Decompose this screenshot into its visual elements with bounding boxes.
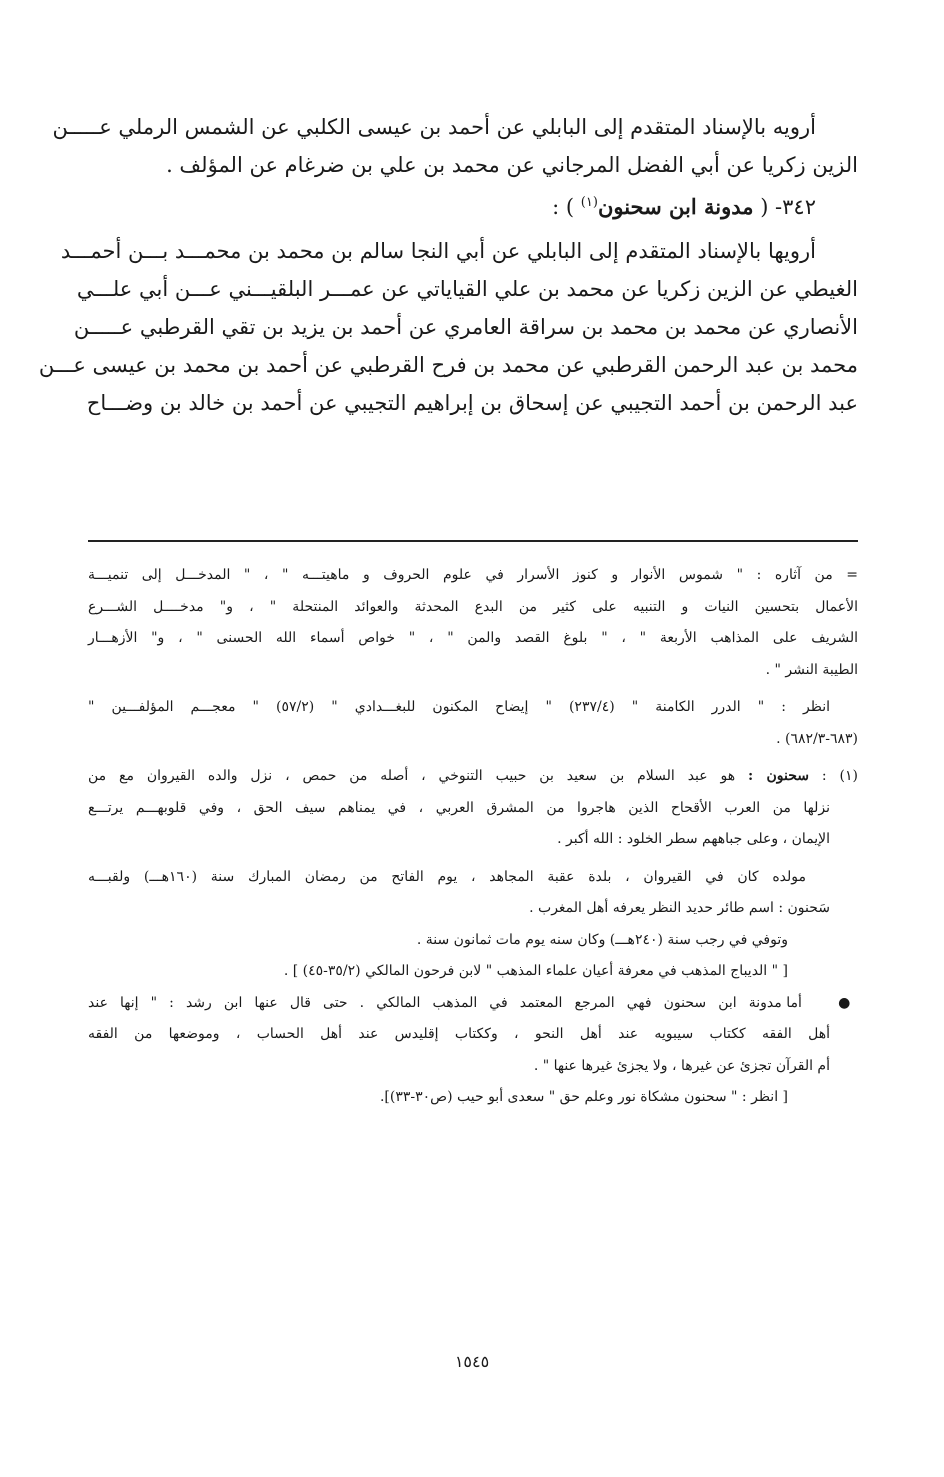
body-line: عبد الرحمن بن أحمد التجيبي عن إسحاق بن إبراهيم التجيبي عن أحمد بن خالد بن وضـــاح: [86, 391, 858, 415]
footnote-1-name: سحنون :: [748, 768, 810, 784]
body-line: الأنصاري عن محمد بن محمد بن سراقة العامري عن أحمد بن يزيد بن تقي القرطبي عـــــن: [73, 315, 858, 339]
body-line: أرويه بالإسناد المتقدم إلى البابلي عن أحمد بن عيسى الكلبي عن الشمس الرملي عـــــن: [52, 115, 816, 139]
entry-number: ٣٤٢- (: [760, 195, 816, 219]
bullet-first-line: [88, 988, 858, 1020]
footnote-separator: [88, 540, 858, 542]
footnote-line: الطيبة النشر " .: [765, 661, 858, 678]
footnote-reference: [ " الديباج المذهب في معرفة أعيان علماء المذهب " لابن فرحون المالكي (٣٥/٢-٤٥) ] .: [283, 963, 788, 979]
entry-title: مدونة ابن سحنون: [597, 194, 754, 219]
bullet-icon: ●: [838, 994, 858, 1011]
entry-heading: [88, 184, 858, 222]
footnote-1-text: هو عبد السلام بن سعيد بن حبيب التنوخي ، أصله من حمص ، نزل والده القيروان مع من: [88, 768, 736, 784]
footnote-line: سَحنون : اسم طائر حديد النظر يعرفه أهل المغرب .: [529, 900, 830, 916]
body-line: الزين زكريا عن أبي الفضل المرجاني عن محمد بن علي بن ضرغام عن المؤلف .: [166, 153, 858, 177]
footnote-line: مولده كان في القيروان ، بلدة عقبة المجاهد ، يوم الفاتح من رمضان المبارك سنة (١٦٠هـــ) ولقبـــه: [88, 868, 806, 885]
footnote-line: = من آثاره : " شموس الأنوار و كنوز الأسرار في علوم الحروف و ماهيتـــه " ، " المدخـــل إلى تنميـــة: [88, 567, 858, 583]
footnote-1-marker: (١) :: [821, 768, 858, 784]
page-number: ١٥٤٥: [454, 1352, 490, 1371]
footnote-line: الأعمال بتحسين النيات و التنبيه على كثير من البدع المحدثة والعوائد المنتحلة " ، و" مدخــــل الشـــرع: [88, 598, 858, 615]
footnote-line: أهل الفقه ككتاب سيبويه عند أهل النحو ، وككتاب إقليدس عند أهل الحساب ، وموضعها من الفقه: [88, 1026, 830, 1042]
footnote-reference: [ انظر : " سحنون مشكاة نور وعلم حق " سعدى أبو حيب (ص٣٠-٣٣)].: [379, 1089, 788, 1105]
footnote-line: الإيمان ، وعلى جباههم سطر الخلود : الله أكبر .: [557, 831, 830, 847]
body-line: الغيطي عن الزين زكريا عن محمد بن علي القياياتي عن عمـــر البلقيـــني عـــن أبي علـــي: [76, 277, 858, 301]
footnote-line: أم القرآن تجزئ عن غيرها ، ولا يجزئ غيرها عنها " .: [533, 1057, 830, 1074]
main-text: [38, 108, 858, 422]
footnote-reference: (٦٨٣-٦٨٢/٣) .: [776, 730, 858, 747]
entry-tail: ) :: [552, 195, 575, 219]
footnote-line: نزلها من العرب الأقحاح الذين هاجروا من المشرق العربي ، في يمناهم سيف الحق ، وفي قلوبهـــم يرتـــع: [88, 799, 830, 816]
footnote-mark: (١): [580, 195, 598, 210]
footnote-reference: انظر : " الدرر الكامنة " (٢٣٧/٤) " إيضاح المكنون للبغـــدادي " (٥٧/٢) " معجـــم المؤلفـــين ": [88, 699, 830, 715]
body-line: محمد بن عبد الرحمن القرطبي عن محمد بن فرح القرطبي عن أحمد بن محمد بن عيسى عـــن: [38, 353, 858, 377]
footnote-1-first-line: [88, 761, 858, 793]
body-line: أرويها بالإسناد المتقدم إلى البابلي عن أبي النجا سالم بن محمد بن محمـــد بـــن أحمـــد: [60, 239, 816, 263]
footnote-line: وتوفي في رجب سنة (٢٤٠هـــ) وكان سنه يوم مات ثمانون سنة .: [416, 931, 788, 948]
bullet-text: أما مدونة ابن سحنون فهي المرجع المعتمد في المذهب المالكي . حتى قال عنها ابن رشد : " إنها عند: [88, 994, 802, 1011]
footnotes: [88, 560, 858, 1114]
footnote-line: الشريف على المذاهب الأربعة " ، " بلوغ القصد والمن " ، " خواص أسماء الله الحسنى " ، و" الأزهـــار: [88, 630, 858, 646]
